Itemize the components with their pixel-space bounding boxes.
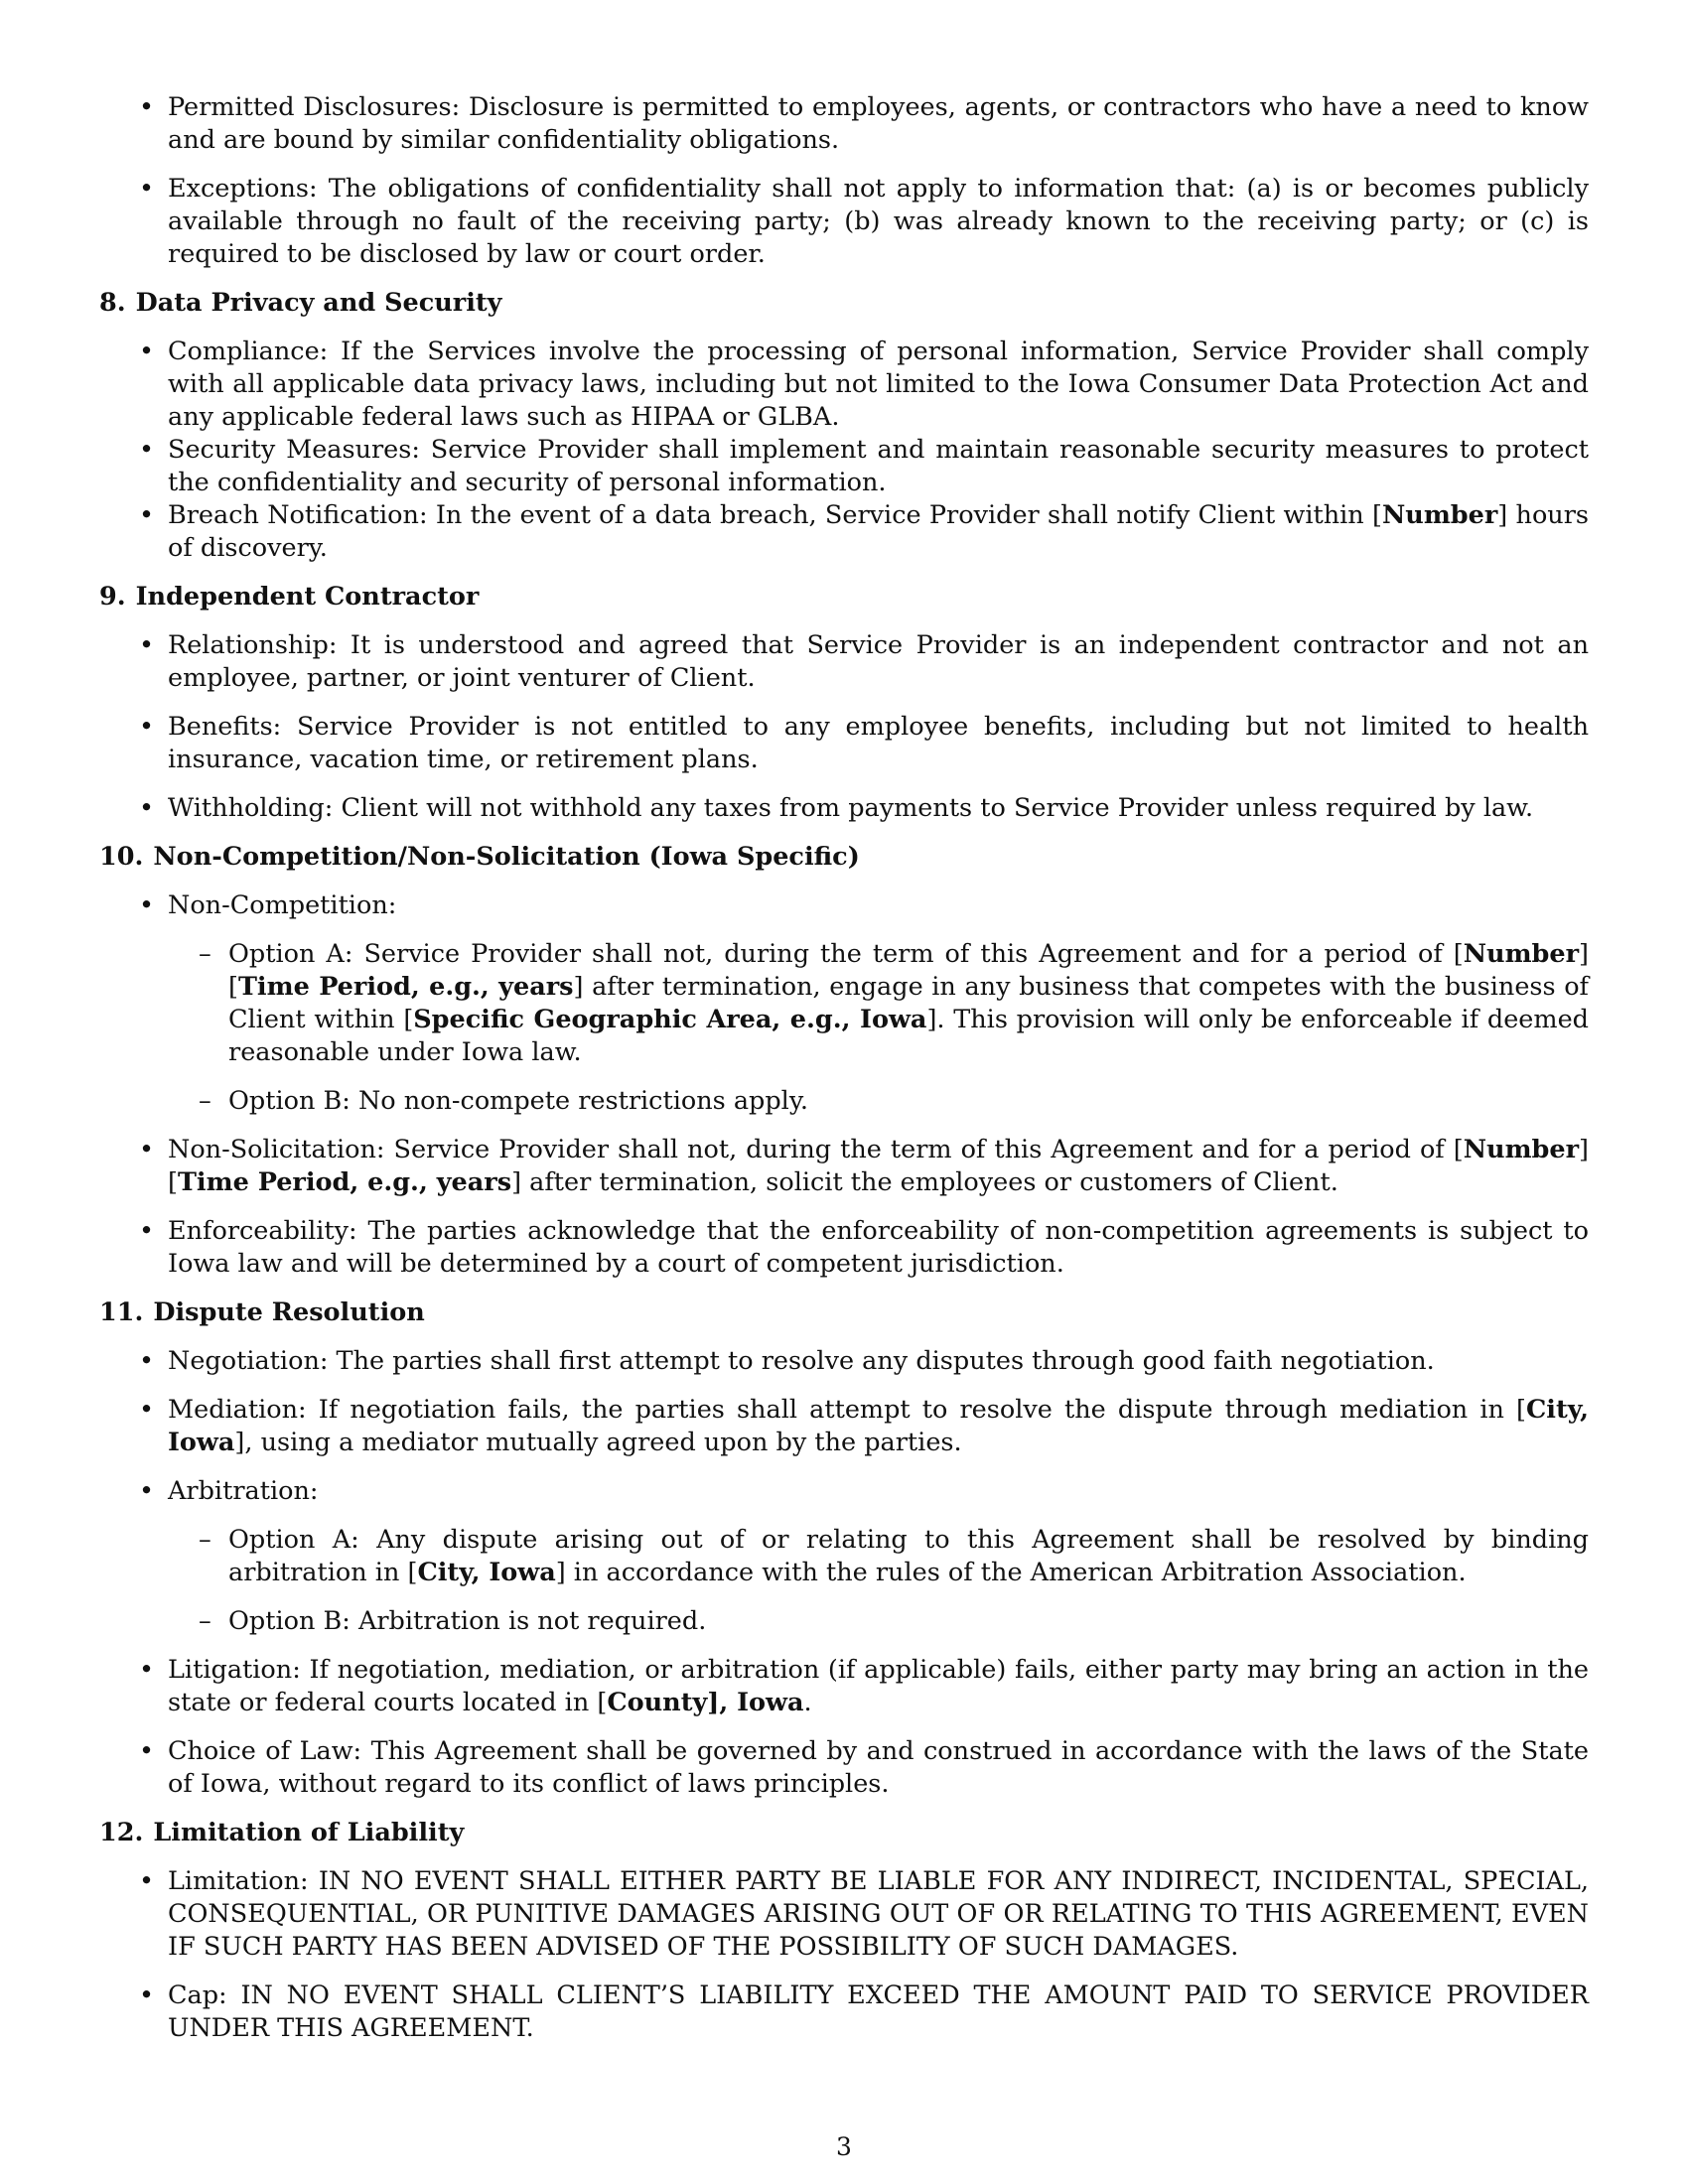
cap-text: Cap: IN NO EVENT SHALL CLIENT’S LIABILITY EXCEED THE AMOUNT PAID TO SERVICE PROVIDER UNDER THIS AGREEMENT. <box>168 1980 1589 2043</box>
bullet-icon: • <box>139 1476 155 1506</box>
list-item <box>99 499 1589 565</box>
section-title: Non-Competition/Non-Solicitation (Iowa Specific) <box>153 842 860 872</box>
list-item <box>99 889 1589 1118</box>
page-number: 3 <box>836 2132 852 2161</box>
bullet-icon: • <box>139 1980 155 2010</box>
section-9-heading <box>99 581 1589 614</box>
placeholder-field: Time Period, e.g., years <box>237 972 574 1002</box>
list-item <box>99 711 1589 776</box>
section-10-list <box>99 889 1589 1281</box>
list-item <box>99 1605 1589 1638</box>
section-number: 12. <box>99 1818 144 1847</box>
noncompetition-options <box>168 938 1589 1118</box>
section-8-heading <box>99 287 1589 320</box>
section-title: Dispute Resolution <box>153 1297 425 1327</box>
list-item <box>99 1865 1589 1964</box>
list-item <box>99 629 1589 695</box>
bullet-icon: • <box>139 793 155 823</box>
list-item <box>99 336 1589 434</box>
bullet-icon: • <box>139 630 155 660</box>
section-number: 8. <box>99 288 126 318</box>
placeholder-field: Number <box>1463 939 1580 969</box>
mediation-text: Mediation: If negotiation fails, the parties shall attempt to resolve the dispute through mediation in [ <box>168 1395 1526 1425</box>
list-item <box>99 1134 1589 1199</box>
breach-text: Breach Notification: In the event of a data breach, Service Provider shall notify Client within [ <box>168 500 1382 530</box>
list-item <box>99 1524 1589 1589</box>
exceptions-text: Exceptions: The obligations of confidentiality shall not apply to information that: (a) is or becomes publicly available through no fault of the receiving party; (b) was already known to the receiving party; or (c) is required to be disclosed by law or court order. <box>168 174 1589 269</box>
section-title: Limitation of Liability <box>153 1818 465 1847</box>
bullet-icon: • <box>139 174 155 204</box>
section-11-list <box>99 1345 1589 1801</box>
option-a-text: Option A: Service Provider shall not, during the term of this Agreement and for a period of [ <box>228 939 1464 969</box>
list-item <box>99 1735 1589 1801</box>
placeholder-field: Time Period, e.g., years <box>177 1167 512 1197</box>
section-number: 10. <box>99 842 144 872</box>
negotiation-text: Negotiation: The parties shall first attempt to resolve any disputes through good faith negotiation. <box>168 1346 1435 1376</box>
placeholder-field: Number <box>1463 1135 1580 1164</box>
bullet-icon: • <box>139 435 155 465</box>
placeholder-field: City, Iowa <box>168 1395 1589 1457</box>
list-item <box>99 434 1589 499</box>
list-item <box>99 1654 1589 1719</box>
placeholder-field: Specific Geographic Area, e.g., Iowa <box>413 1005 927 1034</box>
arbitration-options <box>168 1524 1589 1638</box>
section-12-list <box>99 1865 1589 2045</box>
bullet-icon: • <box>139 890 155 920</box>
option-a-text: ] in accordance with the rules of the American Arbitration Association. <box>555 1558 1467 1587</box>
list-item <box>99 1979 1589 2045</box>
section-number: 11. <box>99 1297 144 1327</box>
noncompetition-label: Non-Competition: <box>168 890 397 920</box>
section-title: Independent Contractor <box>135 582 480 612</box>
option-a-text: Option A: Any dispute arising out of or relating to this Agreement shall be resolved by binding arbitration in [ <box>228 1525 1589 1587</box>
list-item <box>99 1475 1589 1638</box>
option-b-text: Option B: Arbitration is not required. <box>228 1606 707 1636</box>
section-number: 9. <box>99 582 126 612</box>
section-11-heading <box>99 1297 1589 1329</box>
limitation-text: Limitation: IN NO EVENT SHALL EITHER PARTY BE LIABLE FOR ANY INDIRECT, INCIDENTAL, SPECIAL, CONSEQUENTIAL, OR PUNITIVE DAMAGES ARISING OUT OF OR RELATING TO THIS AGREEMENT, EVEN IF SUCH PARTY HAS BEEN ADVISED OF THE POSSIBILITY OF SUCH DAMAGES. <box>168 1866 1589 1962</box>
benefits-text: Benefits: Service Provider is not entitled to any employee benefits, including but not limited to health insurance, vacation time, or retirement plans. <box>168 712 1589 774</box>
litigation-text: Litigation: If negotiation, mediation, or arbitration (if applicable) fails, either party may bring an action in the state or federal courts located in [ <box>168 1655 1589 1717</box>
list-item <box>99 1394 1589 1459</box>
nonsolicitation-text: ] after termination, solicit the employees or customers of Client. <box>511 1167 1338 1197</box>
bullet-icon: • <box>139 712 155 742</box>
section-7-list <box>99 91 1589 271</box>
dash-icon: – <box>199 1525 211 1555</box>
dash-icon: – <box>199 1086 211 1116</box>
section-12-heading <box>99 1817 1589 1849</box>
enforceability-text: Enforceability: The parties acknowledge that the enforceability of non-competition agreements is subject to Iowa law and will be determined by a court of competent jurisdiction. <box>168 1216 1589 1279</box>
dash-icon: – <box>199 1606 211 1636</box>
nonsolicitation-text: ] [ <box>168 1135 1589 1197</box>
mediation-text: ], using a mediator mutually agreed upon by the parties. <box>234 1428 962 1457</box>
litigation-text: . <box>803 1688 812 1717</box>
placeholder-field: Number <box>1381 500 1498 530</box>
bullet-icon: • <box>139 1655 155 1685</box>
bullet-icon: • <box>139 1866 155 1896</box>
bullet-icon: • <box>139 1135 155 1164</box>
bullet-icon: • <box>139 337 155 366</box>
bullet-icon: • <box>139 1395 155 1425</box>
bullet-icon: • <box>139 1346 155 1376</box>
section-10-heading <box>99 841 1589 874</box>
option-a-text: ] [ <box>228 939 1589 1002</box>
option-a-text: ] after termination, engage in any business that competes with the business of Client within [ <box>228 972 1589 1034</box>
placeholder-field: County <box>607 1688 708 1717</box>
bullet-icon: • <box>139 500 155 530</box>
list-item <box>99 173 1589 271</box>
option-a-text: ]. This provision will only be enforceable if deemed reasonable under Iowa law. <box>228 1005 1589 1067</box>
list-item <box>99 91 1589 157</box>
list-item <box>99 938 1589 1069</box>
bullet-icon: • <box>139 92 155 122</box>
nonsolicitation-text: Non-Solicitation: Service Provider shall not, during the term of this Agreement and for a period of [ <box>168 1135 1464 1164</box>
option-b-text: Option B: No non-compete restrictions apply. <box>228 1086 808 1116</box>
placeholder-field: City, Iowa <box>417 1558 556 1587</box>
compliance-text: Compliance: If the Services involve the processing of personal information, Service Provider shall comply with all applicable data privacy laws, including but not limited to the Iowa Consumer Data Protection Act and any applicable federal laws such as HIPAA or GLBA. <box>168 337 1589 432</box>
section-8-list <box>99 336 1589 565</box>
placeholder-field: Iowa <box>737 1688 804 1717</box>
bullet-icon: • <box>139 1216 155 1246</box>
bullet-icon: • <box>139 1736 155 1766</box>
breach-text-end: ] hours of discovery. <box>168 500 1590 563</box>
section-title: Data Privacy and Security <box>135 288 502 318</box>
dash-icon: – <box>199 939 211 969</box>
arbitration-label: Arbitration: <box>168 1476 319 1506</box>
permitted-disclosures-text: Permitted Disclosures: Disclosure is permitted to employees, agents, or contractors who have a need to know and are bound by similar confidentiality obligations. <box>168 92 1589 155</box>
relationship-text: Relationship: It is understood and agreed that Service Provider is an independent contractor and not an employee, partner, or joint venturer of Client. <box>168 630 1589 693</box>
litigation-text: ], <box>707 1688 738 1717</box>
list-item <box>99 792 1589 825</box>
choice-of-law-text: Choice of Law: This Agreement shall be governed by and construed in accordance with the laws of the State of Iowa, without regard to its conflict of laws principles. <box>168 1736 1589 1799</box>
document-page <box>99 91 1589 2061</box>
list-item <box>99 1215 1589 1281</box>
list-item <box>99 1085 1589 1118</box>
security-text: Security Measures: Service Provider shall implement and maintain reasonable security measures to protect the confidentiality and security of personal information. <box>168 435 1589 497</box>
section-9-list <box>99 629 1589 825</box>
withholding-text: Withholding: Client will not withhold any taxes from payments to Service Provider unless required by law. <box>168 793 1534 823</box>
list-item <box>99 1345 1589 1378</box>
